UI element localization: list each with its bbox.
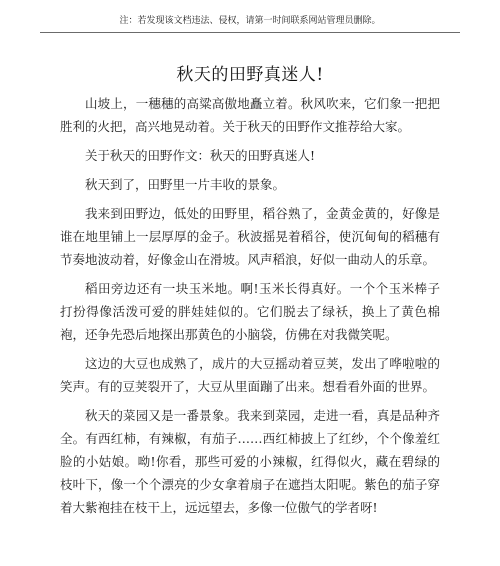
paragraph-1: 山坡上，一穗穗的高粱高傲地矗立着。秋风吹来，它们象一把把胜利的火把，高兴地晃动着。关于秋天的田野作文推荐给大家。 (60, 96, 440, 134)
paragraph-7: 秋天的菜园又是一番景象。我来到菜园，走进一看，真是品种齐全。有西红柿，有辣椒，有茄子……西红柿披上了红纱，个个像羞红脸的小姑娘。呦!你看，那些可爱的小辣椒，红得似火，藏在碧绿的枝叶下，像一个个漂亮的少女拿着扇子在遮挡太阳呢。紫色的茄子穿着大紫袍挂在枝干上，远远望去，多像一位傲气的学者呀! (60, 408, 440, 515)
paragraph-3: 秋天到了，田野里一片丰收的景象。 (85, 177, 286, 192)
article-body (60, 92, 440, 525)
page-title: 秋天的田野真迷人! (176, 65, 324, 85)
paragraph-4: 我来到田野边，低处的田野里，稻谷熟了，金黄金黄的，好像是谁在地里铺上一层厚厚的金子。秋波摇晃着稻谷，使沉甸甸的稻穗有节奏地波动着，好像金山在滑坡。风声稻浪，好似一曲动人的乐章。 (60, 206, 440, 267)
paragraph-2: 关于秋天的田野作文：秋天的田野真迷人! (85, 148, 316, 163)
paragraph-6: 这边的大豆也成熟了，成片的大豆摇动着豆荚，发出了哗啦啦的笑声。有的豆荚裂开了，大豆从里面蹦了出来。想看看外面的世界。 (60, 356, 440, 394)
paragraph-5: 稻田旁边还有一块玉米地。啊!玉米长得真好。一个个玉米棒子打扮得像活泼可爱的胖娃娃似的。它们脱去了绿袄，换上了黄色棉袍，还争先恐后地探出那黄色的小脑袋，仿佛在对我微笑呢。 (60, 281, 440, 342)
copyright-notice: 注：若发现该文档违法、侵权，请第一时间联系网站管理员删除。 (40, 10, 460, 33)
